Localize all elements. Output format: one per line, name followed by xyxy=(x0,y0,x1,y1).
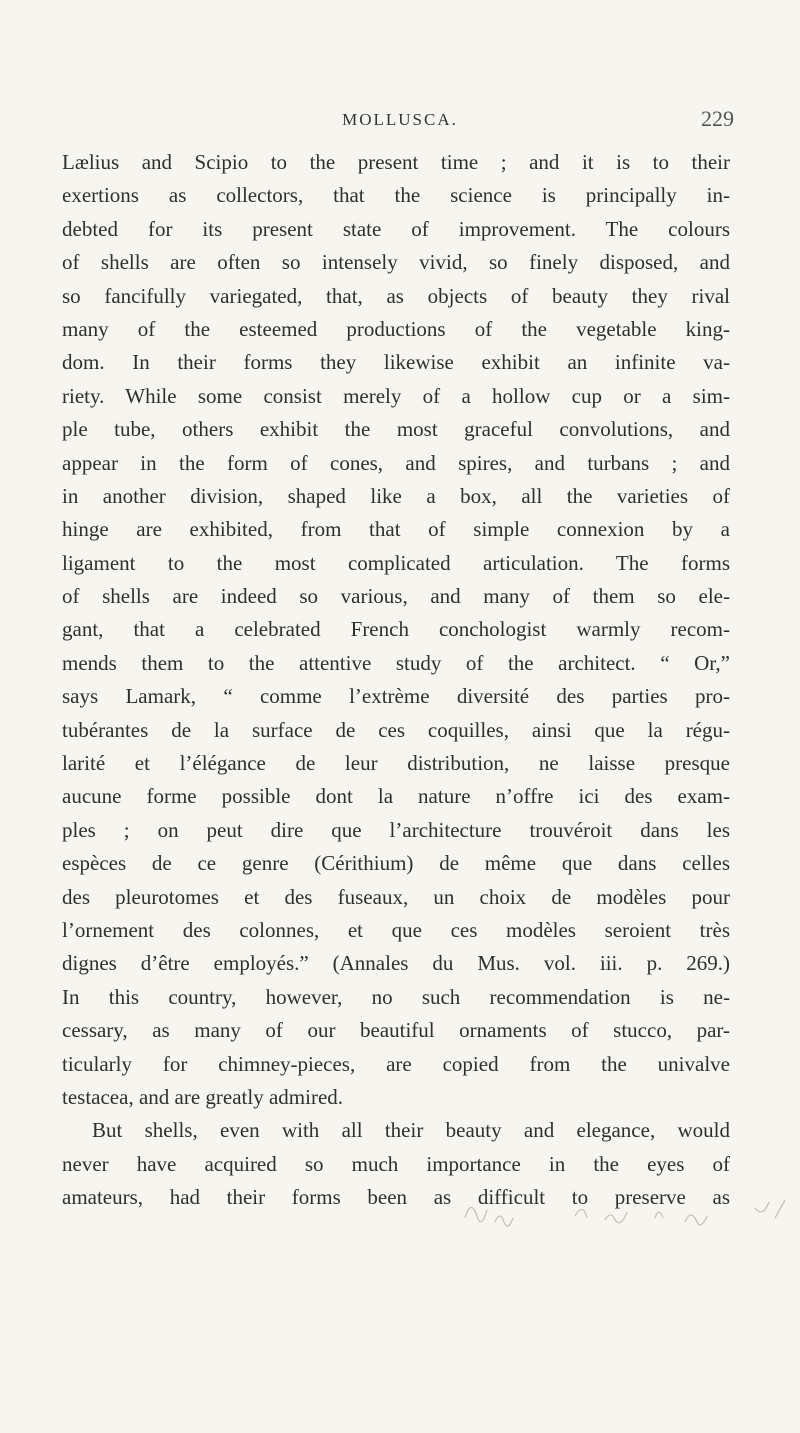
text-line: l’ornement des colonnes, et que ces modèles seroient très xyxy=(62,917,730,942)
text-line: dignes d’être employés.” (Annales du Mus. vol. iii. p. 269.) xyxy=(62,951,730,976)
text-line: ticularly for chimney-pieces, are copied from the univalve xyxy=(62,1051,730,1076)
text-line: hinge are exhibited, from that of simple connexion by a xyxy=(62,517,730,542)
text-line: dom. In their forms they likewise exhibit an infinite va- xyxy=(62,350,730,375)
text-line: of shells are indeed so various, and many of them so ele- xyxy=(62,584,730,609)
text-line: ligament to the most complicated articulation. The forms xyxy=(62,550,730,575)
text-line: so fancifully variegated, that, as objects of beauty they rival xyxy=(62,283,730,308)
handwritten-marginalia xyxy=(455,1188,800,1238)
text-line: exertions as collectors, that the science is principally in- xyxy=(62,183,730,208)
text-line: espèces de ce genre (Cérithium) de même que dans celles xyxy=(62,851,730,876)
text-line: testacea, and are greatly admired. xyxy=(62,1084,344,1109)
text-line: in another division, shaped like a box, all the varieties of xyxy=(62,483,730,508)
text-line: mends them to the attentive study of the architect. “ Or,” xyxy=(62,650,730,675)
text-line: says Lamark, “ comme l’extrème diversité des parties pro- xyxy=(62,684,730,709)
text-line: appear in the form of cones, and spires, and turbans ; and xyxy=(62,450,730,475)
page-header xyxy=(66,106,734,140)
text-line: Lælius and Scipio to the present time ; and it is to their xyxy=(62,150,730,174)
text-line: riety. While some consist merely of a hollow cup or a sim- xyxy=(62,383,730,408)
body-text xyxy=(62,146,730,1215)
running-head: MOLLUSCA. xyxy=(342,110,458,129)
text-line: many of the esteemed productions of the vegetable king- xyxy=(62,316,730,341)
text-line: tubérantes de la surface de ces coquilles, ainsi que la régu- xyxy=(62,717,730,742)
text-line: des pleurotomes et des fuseaux, un choix de modèles pour xyxy=(62,884,730,909)
text-line: never have acquired so much importance in the eyes of xyxy=(62,1151,730,1176)
text-line: ple tube, others exhibit the most graceful convolutions, and xyxy=(62,417,730,442)
text-line: of shells are often so intensely vivid, so finely disposed, and xyxy=(62,250,730,275)
text-line: amateurs, had their forms been as difficult to preserve as xyxy=(62,1185,730,1210)
text-line: ples ; on peut dire que l’architecture trouvéroit dans les xyxy=(62,817,730,842)
text-line: But shells, even with all their beauty and elegance, would xyxy=(92,1118,730,1143)
text-line: debted for its present state of improvement. The colours xyxy=(62,216,730,241)
text-line: aucune forme possible dont la nature n’offre ici des exam- xyxy=(62,784,730,809)
text-line: cessary, as many of our beautiful ornaments of stucco, par- xyxy=(62,1018,730,1043)
text-line: In this country, however, no such recommendation is ne- xyxy=(62,984,730,1009)
text-line: larité et l’élégance de leur distribution, ne laisse presque xyxy=(62,751,730,776)
text-line: gant, that a celebrated French conchologist warmly recom- xyxy=(62,617,730,642)
page-number: 229 xyxy=(701,106,734,131)
